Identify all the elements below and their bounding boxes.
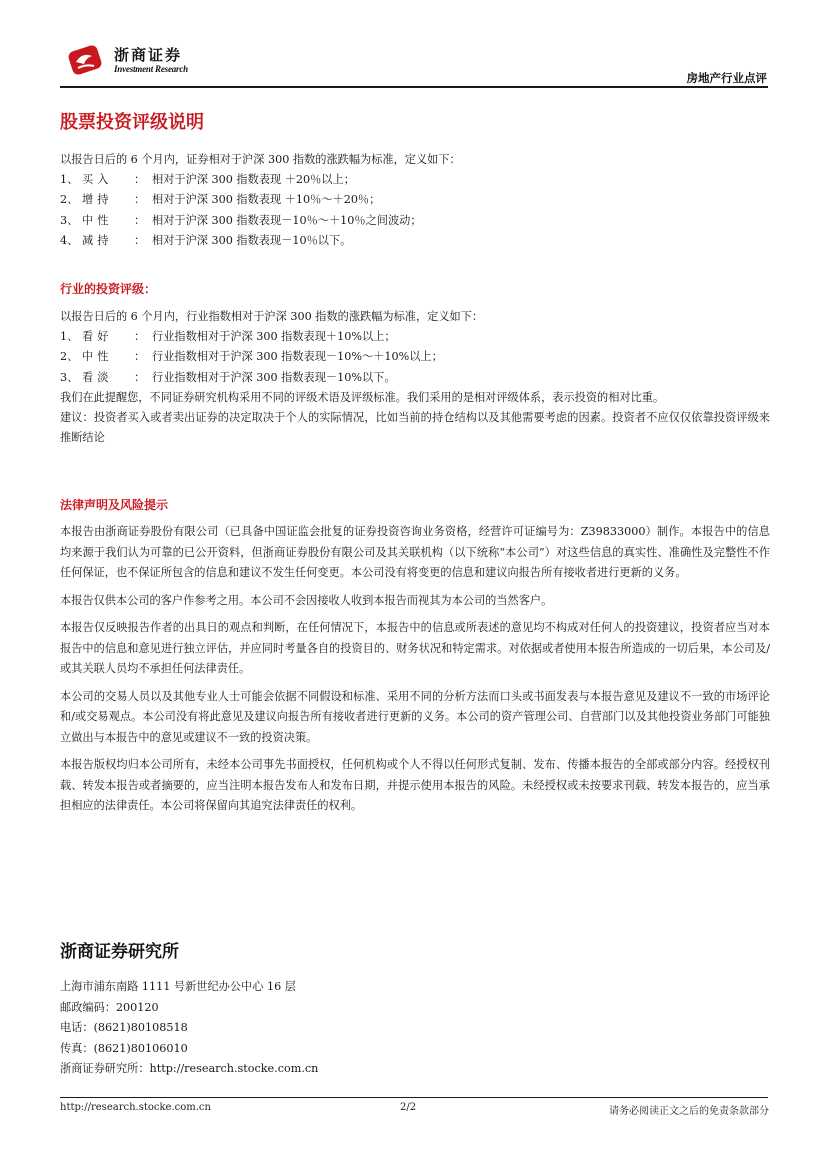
legal-title: 法律声明及风险提示 [60,498,169,512]
rating-number: 1、 [60,173,79,187]
list-item [60,211,770,231]
legal-paragraph: 本报告仅供本公司的客户作参考之用。本公司不会因接收人收到本报告而视其为本公司的当然客户。 [60,593,553,607]
logo-icon [66,42,104,78]
footer-divider [60,1097,768,1098]
rating-colon: ： [134,370,146,384]
institute-contact [60,977,318,1080]
institute-fax: 传真：(8621)80106010 [60,1041,188,1055]
institute-website[interactable]: 浙商证券研究所：http://research.stocke.com.cn [60,1062,319,1076]
rating-label: 减持 [82,233,113,247]
list-item [60,231,770,251]
legal-paragraph: 本公司的交易人员以及其他专业人士可能会依据不同假设和标准、采用不同的分析方法而口头或书面发表与本报告意见及建议不一致的市场评论和/或交易观点。本公司没有将此意见及建议向报告所有接收者进行更新的义务。本公司的资产管理公司、自营部门以及其他投资业务部门可能独立做出与本报告中的意见或建议不一致的投资决策。 [60,689,770,744]
footer-disclaimer: 请务必阅读正文之后的免责条款部分 [609,1106,769,1117]
legal-section [60,522,770,824]
rating-number: 1、 [60,330,79,344]
rating-description: 相对于沪深 300 指数表现－10％以下。 [152,233,352,247]
rating-description: 相对于沪深 300 指数表现－10％～＋10％之间波动； [152,213,422,227]
rating-label: 看淡 [82,370,113,384]
legal-paragraph: 本报告由浙商证券股份有限公司（已具备中国证监会批复的证券投资咨询业务资格，经营许可证编号为：Z39833000）制作。本报告中的信息均来源于我们认为可靠的已公开资料，但浙商证券股份有限公司及其关联机构（以下统称“本公司”）对这些信息的真实性、准确性及完整性不作任何保证，也不保证所包含的信息和建议不发生任何变更。本公司没有将变更的信息和建议向报告所有接收者进行更新的义务。 [60,525,770,579]
rating-label: 中性 [82,350,113,364]
rating-label: 增持 [82,193,113,207]
institute-title: 浙商证券研究所 [60,942,179,962]
rating-label: 中性 [82,213,113,227]
rating-description: 相对于沪深 300 指数表现 ＋10％～＋20％； [152,193,381,207]
legal-paragraph: 本报告版权均归本公司所有，未经本公司事先书面授权，任何机构或个人不得以任何形式复制、发布、传播本报告的全部或部分内容。经授权刊载、转发本报告或者摘要的，应当注明本报告发布人和发布日期，并提示使用本报告的风险。未经授权或未按要求刊载、转发本报告的，应当承担相应的法律责任。本公司将保留向其追究法律责任的权利。 [60,758,770,812]
rating-description: 行业指数相对于沪深 300 指数表现－10%～＋10%以上； [152,350,443,364]
rating-number: 3、 [60,213,79,227]
rating-advice: 建议：投资者买入或者卖出证券的决定取决于个人的实际情况，比如当前的持仓结构以及其他需要考虑的因素。投资者不应仅仅依靠投资评级来推断结论 [60,411,770,445]
list-item [60,327,770,347]
rating-number: 2、 [60,350,79,364]
rating-label: 看好 [82,330,113,344]
brand-tagline: Investment Research [114,64,188,74]
list-item [60,347,770,367]
footer-url[interactable]: http://research.stocke.com.cn [60,1102,211,1113]
rating-colon: ： [134,173,146,187]
stock-rating-title: 股票投资评级说明 [60,112,204,133]
rating-note: 我们在此提醒您，不同证券研究机构采用不同的评级术语及评级标准。我们采用的是相对评级体系，表示投资的相对比重。 [60,390,665,404]
rating-description: 相对于沪深 300 指数表现 ＋20％以上； [152,173,355,187]
rating-description: 行业指数相对于沪深 300 指数表现＋10%以上； [152,330,396,344]
rating-colon: ： [134,330,146,344]
industry-rating-section [60,307,770,448]
stock-rating-intro: 以报告日后的 6 个月内，证券相对于沪深 300 指数的涨跌幅为标准，定义如下： [60,153,461,166]
list-item [60,368,770,388]
report-section: 房地产行业点评 [686,71,767,85]
page-number: 2/2 [400,1102,417,1113]
legal-paragraph: 本报告仅反映报告作者的出具日的观点和判断，在任何情况下，本报告中的信息或所表述的意见均不构成对任何人的投资建议，投资者应当对本报告中的信息和意见进行独立评估，并应同时考量各自的投资目的、财务状况和特定需求。对依据或者使用本报告所造成的一切后果，本公司及/或其关联人员均不承担任何法律责任。 [60,621,770,675]
rating-number: 4、 [60,233,79,247]
header-divider [60,86,768,88]
list-item [60,170,770,190]
rating-label: 买入 [82,173,113,187]
rating-colon: ： [134,193,146,207]
rating-colon: ： [134,233,146,247]
brand-name: 浙商证券 [114,46,183,64]
list-item [60,190,770,210]
industry-rating-title: 行业的投资评级： [60,282,157,296]
rating-colon: ： [134,350,146,364]
institute-phone: 电话：(8621)80108518 [60,1021,188,1035]
institute-address: 上海市浦东南路 1111 号新世纪办公中心 16 层 [60,980,296,993]
rating-number: 2、 [60,193,79,207]
rating-colon: ： [134,213,146,227]
rating-description: 行业指数相对于沪深 300 指数表现－10%以下。 [152,370,396,384]
industry-rating-intro: 以报告日后的 6 个月内，行业指数相对于沪深 300 指数的涨跌幅为标准，定义如下： [60,310,484,323]
rating-number: 3、 [60,370,79,384]
stock-rating-section [60,150,770,251]
institute-postcode: 邮政编码：200120 [60,1000,159,1014]
